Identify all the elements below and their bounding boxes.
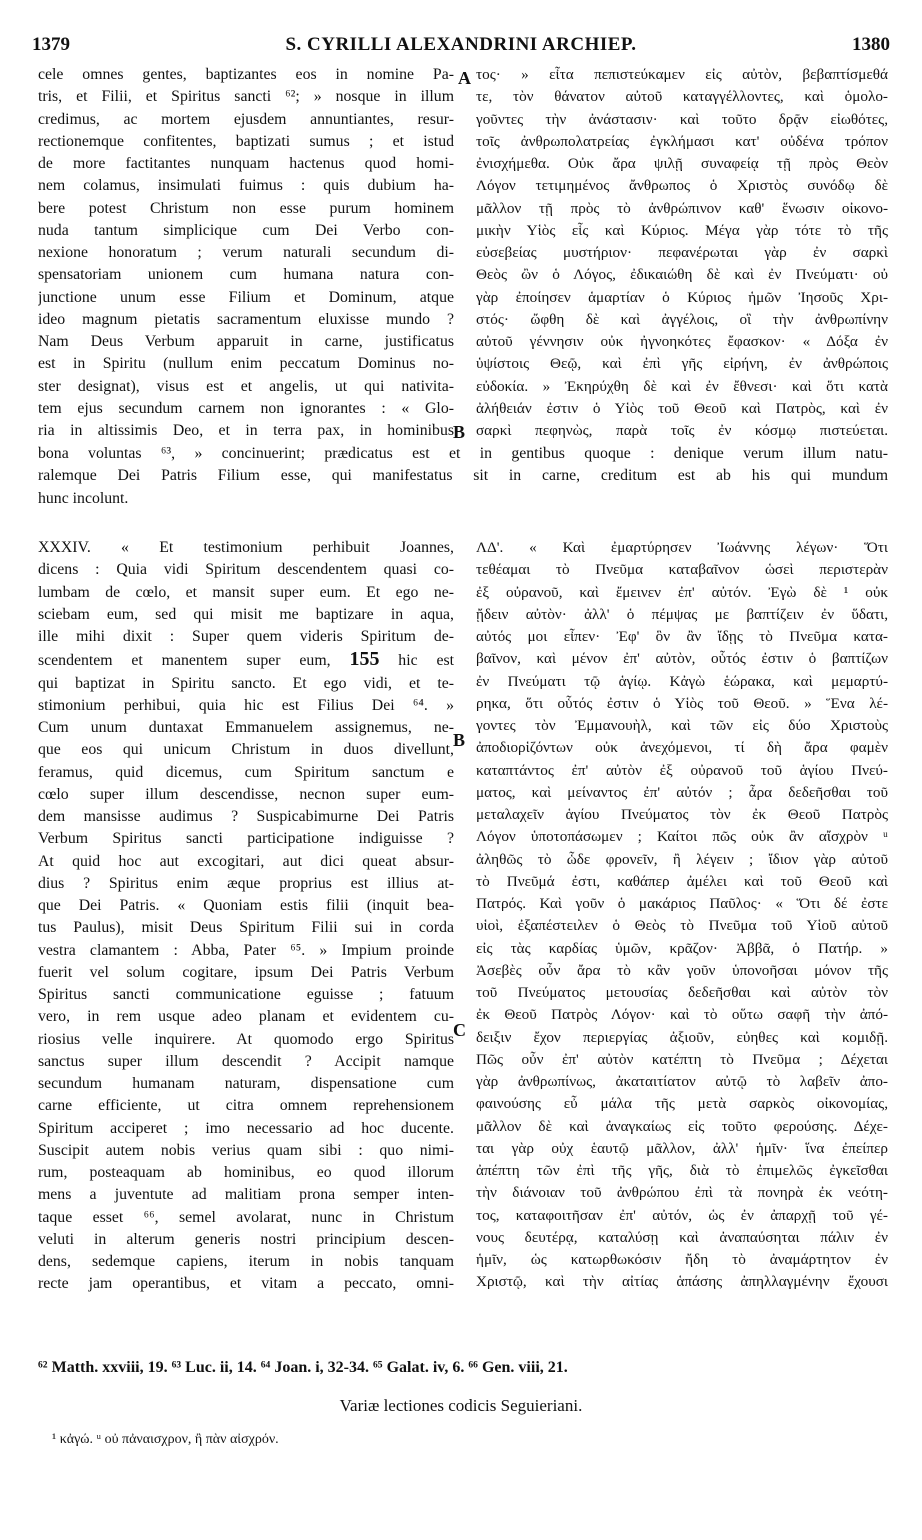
text-line: γοντες τὸν Ἐμμανουὴλ, καὶ τῶν εἰς δύο Χριστοὺς [476,717,888,734]
text-line: ται γὰρ οὐχ ἑαυτῷ μᾶλλον, ἀλλ' ἡμῖν· ἵνα ἐπείπερ [476,1139,888,1157]
text-line: εἰς τὰς καρδίας ὑμῶν, κρᾶζον· Ἀββᾶ, ὁ Πατήρ. » [476,939,888,957]
text-line: est in Spiritu (nullum enim peccatum Dominus no- [38,355,454,373]
text-line: que eos qui unicum Christum in duos divellunt, [38,741,454,759]
text-line: μᾶλλον τῇ πρὸς τὸ ἀνθρώπινον καθ' ἕνωσιν οἰκονο- [476,199,888,217]
text-line: εὐδοκία. » Ἐκηρύχθη δὲ καὶ ἐν ἔθνεσι· καὶ ὅτι κατὰ [476,377,888,395]
text-line: dens, sedemque capiens, iterum in nobis tanquam [38,1253,454,1270]
text-line: rectionemque confitentes, baptizati sumus ; et istud [38,132,454,150]
text-line: dius ? Spiritus enim æque proprius est illius at- [38,874,454,892]
running-title: S. CYRILLI ALEXANDRINI ARCHIEP. [285,34,637,55]
text-line: Πατρός. Καὶ γοῦν ὁ μακάριος Παῦλος· « Ὅτι δέ ἐστε [476,895,888,912]
text-line: γὰρ ἀνθρωπίνως, ἀκαταιτίατον αὐτῷ τὸ λαβεῖν ἀπο- [476,1073,888,1090]
text-line: τοῦ Πνεύματος μετουσίας δεδεῆσθαι καὶ αὐτὸν τὸν [476,984,888,1001]
latin-column-bottom [38,537,454,1296]
text-line: ρηκα, ὅτι οὗτός ἐστιν ὁ Υἱὸς τοῦ Θεοῦ. » Ἕνα λέ- [476,694,888,712]
text-line: stimonium perhibui, quia hic est Filius Dei ⁶⁴. » [38,696,454,714]
text-line: τεθέαμαι τὸ Πνεῦμα καταβαῖνον ὡσεὶ περιστερὰν [476,561,888,579]
text-line: tem ejus secundum carnem non ignorantes : « Glo- [38,399,454,417]
text-line: credimus, ac mortem ejusdem annuntiantes, resur- [38,110,454,128]
text-line: riosius velle inquirere. At quomodo ergo Spiritus [38,1030,454,1048]
text-line: τὴν διάνοιαν τοῦ ἀνθρώπου ἐπὶ τὰ πονηρὰ ἐκ νεότη- [476,1184,888,1202]
text-line: ἀλήθειάν ἐστιν ὁ Υἱὸς τοῦ Θεοῦ καὶ Πατρὸς, καὶ ἐν [476,399,888,417]
text-line: αὐτοῦ γέννησιν οὐκ ἠγνοηκότες ἔφασκον· « Δόξα ἐν [476,333,888,350]
text-line: Πῶς οὖν ἐπ' αὐτὸν κατέπτη τὸ Πνεῦμα ; Δέχεται [476,1050,888,1068]
text-line: φαινούσης εὖ μάλα τῆς μετὰ σαρκὸς οἰκονομίας, [476,1095,888,1113]
text-line: δειξιν ἔχον περιεργίας ἀξιοῦν, εὐηθες καὶ κομιδῇ. [476,1028,888,1046]
text-line: spensatoriam unionem cum humana natura con- [38,266,454,284]
text-line: ideo magnum pietatis sacramentum eluxisse mundo ? [38,310,454,328]
text-line: ille mihi dixit : Super quem videris Spiritum de- [38,628,454,645]
text-line: εὐσεβείας μυστήριον· πεφανέρωται γὰρ ἐν σαρκὶ [476,244,888,261]
text-line: τος· » εἶτα πεπιστεύκαμεν εἰς αὐτὸν, βεβαπτίσμεθά [476,66,888,83]
text-line: ματος, καὶ μείναντος ἐπ' αὐτόν ; ἆρα δεδεῆσθαι τοῦ [476,783,888,801]
text-line: tris, et Filii, et Spiritus sancti ⁶²; » nosque in illum [38,88,454,106]
text-line: ἀπέπτη τῶν ἐπὶ τῆς γῆς, διὰ τὸ ἐπιμελῶς ἐγκεῖσθαι [476,1162,888,1179]
text-line: αὐτός μοι εἶπεν· Ἐφ' ὃν ἂν ἴδῃς τὸ Πνεῦμα κατα- [476,628,888,645]
text-line: ralemque Dei Patris Filium esse, qui manifestatus sit in carne, creditum est ab his qui mundum [38,467,888,485]
text-line: Nam Deus Verbum apparuit in carne, justificatus [38,333,454,350]
margin-marker-b-bottom: B [453,730,466,750]
text-line: cœlo super illum descendisse, necnon super eum- [38,785,454,803]
text-line: de more factitantes nunquam hactenus quod homi- [38,155,454,172]
text-line: τος, καταφοιτῆσαν ἐπ' αὐτόν, ὡς ἐν ἀπαρχῇ τοῦ γέ- [476,1206,888,1224]
greek-column-bottom [476,537,888,1294]
page-header [32,34,890,58]
text-line: τὸ Πνεῦμά ἐστι, καθάπερ ἀμέλει καὶ τοῦ Θεοῦ καὶ [476,872,888,890]
text-line: μεταλαχεῖν ἁγίου Πνεύματος τὸν ἐκ Θεοῦ Πατρὸς [476,806,888,823]
margin-marker-a: A [458,68,471,88]
text-line: υἱοὶ, ἐξαπέστειλεν ὁ Θεὸς τὸ Πνεῦμα τοῦ Υἱοῦ αὐτοῦ [476,917,888,935]
text-line: taque esset ⁶⁶, semel avolarat, nunc in Christum [38,1208,454,1226]
text-line: Verbum Spiritus sancti participatione indiguisse ? [38,830,454,848]
greek-column-top [476,64,888,442]
text-line: mens a juventute ad malitiam prona semper inten- [38,1186,454,1204]
text-line: ΛΔ'. « Καὶ ἐμαρτύρησεν Ἰωάννης λέγων· Ὅτι [476,539,888,556]
text-line: junctione unum esse Filium et Dominum, atque [38,288,454,306]
text-line: Suscipit autem nobis verius quam sibi : quo nimi- [38,1141,454,1159]
text-line: dem mansisse audimus ? Suspicabimurne Dei Patris [38,808,454,825]
text-line: σαρκὶ πεφηνὼς, παρὰ τοῖς ἐν κόσμῳ πιστεύεται. [476,422,888,439]
left-page-number: 1379 [32,34,70,55]
text-line: que Dei Patris. « Quoniam estis filii (inquit bea- [38,897,454,914]
text-line: fuerit vel solum cogitare, ipsum Dei Patris Verbum [38,963,454,981]
text-line: cele omnes gentes, baptizantes eos in nomine Pa- [38,66,454,83]
text-line: vero, in rem usque adeo planam et evidentem cu- [38,1008,454,1026]
text-line: carne efficiente, ut citra omnem reprehensionem [38,1097,454,1115]
text-line: τοῖς ἀνθρωπολατρείας ἐγκλήμασι κατ' οὐδένα τρόπον [476,132,888,150]
text-line: ster designat), visus est et angelis, ut qui nativita- [38,377,454,395]
text-line: γοῦντες τὴν ἀνάστασιν· καὶ τοῦτο δρᾷν εἰωθότες, [476,110,888,128]
text-line: τε, τὸν θάνατον αὐτοῦ καταγγέλλοντες, καὶ ὁμολο- [476,88,888,106]
text-line: nem colamus, insimulati fuimus : quis dubium ha- [38,177,454,195]
latin-column-top [38,64,454,442]
text-line: lumbam de cœlo, et mansit super eum. Et ego ne- [38,583,454,601]
text-line: ὑψίστοις Θεῷ, καὶ ἐπὶ γῆς εἰρήνη, ἐν ἀνθρώποις [476,355,888,373]
text-line: dicens : Quia vidi Spiritum descendentem quasi co- [38,561,454,579]
variae-title: Variæ lectiones codicis Seguieriani. [339,1396,583,1415]
text-line: ἐκ Θεοῦ Πατρὸς Λόγον· καὶ τὸ οὕτω σαφῆ τὴν ἀπό- [476,1006,888,1024]
text-line: Spiritus sancti communicatione eguisse ; fatuum [38,986,454,1003]
text-line: bere potest Christum non esse purum hominem [38,199,454,217]
text-line: Ἀσεβὲς οὖν ἄρα τὸ κἂν γοῦν ὑπονοῆσαι μόνον τῆς [476,961,888,979]
text-line: Λόγον ὑποτοπάσωμεν ; Καίτοι πῶς οὐκ ἂν αἴσχρὸν ᵘ [476,828,888,846]
text-line: feramus, quid dicemus, cum Spiritum sanctum e [38,763,454,781]
footnotes: ⁶² Matth. xxviii, 19. ⁶³ Luc. ii, 14. ⁶⁴ Joan. i, 32-34. ⁶⁵ Galat. iv, 6. ⁶⁶ Gen. viii, 21. [38,1359,568,1376]
text-line: ἀληθῶς τὸ ὧδε φρονεῖν, ἢ λέγειν ; ἴδιον γὰρ αὐτοῦ [476,850,888,868]
variae-lectiones: ¹ κἀγώ. ᵘ οὐ πἀναισχρον, ἢ πὰν αἰσχρόν. [52,1432,279,1447]
text-line: Χριστῷ, καὶ τὴν αἰτίας ἁπάσης ἀπηλλαγμένην ἔχουσι [476,1273,888,1291]
text-line: vestra clamantem : Abba, Pater ⁶⁵. » Impium proinde [38,941,454,959]
text-line: nuda tantum simplicique cum Dei Verbo con- [38,221,454,239]
text-line: καταπτάντος ἐπ' αὐτὸν ἐξ οὐρανοῦ τοῦ ἁγίου Πνεύ- [476,761,888,779]
text-line: στός· ὤφθη δὲ καὶ ἀγγέλοις, οἳ τὴν ἀνθρωπίνην [476,310,888,328]
text-line: rum, posteaquam ab hominibus, eo quod illorum [38,1164,454,1181]
text-line: nexione honoratum ; verum naturali secundum di- [38,244,454,261]
text-line: tus Paulus), misit Deus Spiritum Filii sui in corda [38,919,454,937]
text-line: ἐν Πνεύματι τῷ ἁγίῳ. Κἀγὼ ἑώρακα, καὶ μεμαρτύ- [476,672,888,690]
text-line: hunc incolunt. [38,489,129,507]
text-line: scendentem et manentem super eum, 155 hic est [38,648,454,671]
text-line: μικὴν Υἱὸς εἷς καὶ Κύριος. Μέγα γὰρ τότε τὸ τῆς [476,221,888,239]
text-line: ria in altissimis Deo, et in terra pax, in hominibus [38,422,454,439]
text-line: Θεὸς ὢν ὁ Λόγος, ἐδικαιώθη δὲ καὶ ἐν Πνεύματι· οὐ [476,266,888,284]
text-line: ἡμῖν, ὡς κατωρθωκόσιν ἤδη τὸ ἀναμάρτητον ἐν [476,1251,888,1268]
full-width-latin [38,443,888,510]
text-line: μᾶλλον δὲ καὶ ἀναγκαίως εἰς τοῦτο φερούσης. Δέχε- [476,1117,888,1135]
text-line: bona voluntas ⁶³, » concinuerint; prædicatus est et in gentibus quoque : denique verum illum natu- [38,445,888,462]
text-line: Cum unum duntaxat Emmanuelem assignemus, ne- [38,719,454,736]
text-line: Λόγον τετιμημένος ἄνθρωπος ὁ Χριστὸς συνόδῳ δὲ [476,177,888,195]
text-line: At quid hoc aut excogitari, aut dici queat absur- [38,852,454,870]
text-line: νους δευτέρᾳ, καταλύσῃ καὶ ἀναπαύσηται πάλιν ἐν [476,1228,888,1246]
text-line: ἐνισχήμεθα. Οὐκ ἄρα ψιλῇ συναφείᾳ τῇ πρὸς Θεὸν [476,155,888,172]
text-line: secundum humanam naturam, dispensatione cum [38,1075,454,1092]
margin-marker-b-top: B [453,422,466,442]
text-line: veluti in alterum generis nostri principium descen- [38,1230,454,1248]
text-line: sanctus super illum descendit ? Accipit namque [38,1052,454,1070]
text-line: ἀποδιορἱζόντων οὐκ ἀνεχόμενοι, τί δὴ ἄρα φαμὲν [476,739,888,757]
text-line: βαῖνον, καὶ μένον ἐπ' αὐτὸν, οὗτός ἐστιν ὁ βαπτίζων [476,650,888,668]
text-line: Spiritum acciperet ; imo necessario ad hoc ducente. [38,1119,454,1137]
text-line: ἐξ οὐρανοῦ, καὶ ἔμεινεν ἐπ' αὐτόν. Ἐγὼ δὲ ¹ οὐκ [476,583,888,601]
text-line: XXXIV. « Et testimonium perhibuit Joannes, [38,539,454,556]
text-line: ᾔδειν αὐτὸν· ἀλλ' ὁ πέμψας με βαπτίζειν ἐν ὕδατι, [476,605,888,623]
text-line: qui baptizat in Spiritu sancto. Et ego vidi, et te- [38,674,454,692]
margin-marker-c: C [453,1020,466,1040]
text-line: sciebam eum, sed qui misit me baptizare in aqua, [38,605,454,623]
text-line: γὰρ ἐποίησεν ἁμαρτίαν ὁ Κύριος ἡμῶν Ἰησοῦς Χρι- [476,288,888,306]
right-page-number: 1380 [852,34,890,55]
text-line: recte jam operantibus, et vitam a peccato, omni- [38,1275,454,1293]
